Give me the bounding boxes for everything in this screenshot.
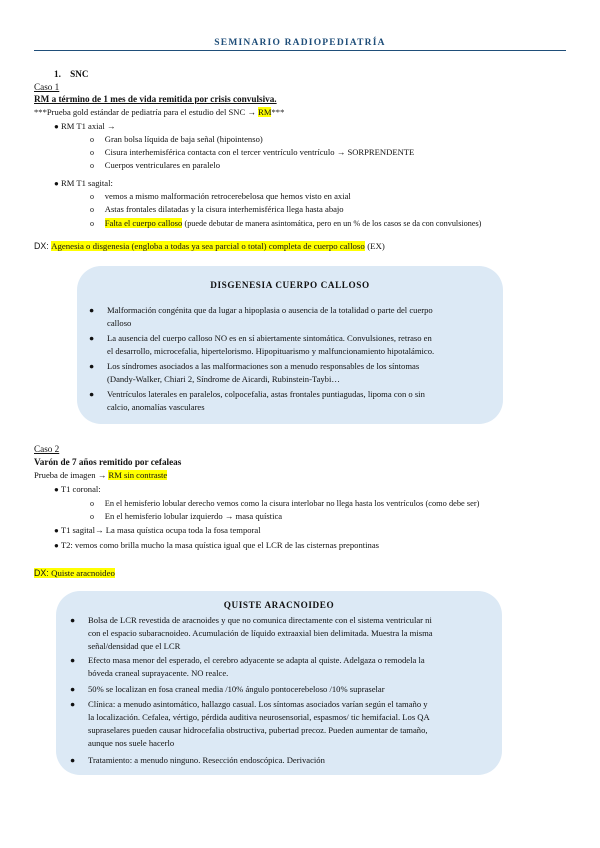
caso1-dx <box>34 240 385 252</box>
caso2-sagital-text: La masa quística ocupa toda la fosa temporal <box>105 525 261 535</box>
axial-item-text: Cuerpos ventriculares en paralelo <box>104 160 221 170</box>
sagital-highlight: Falta el cuerpo calloso <box>104 218 183 228</box>
box-item-line: supraselares pueden causar hidrocefalia obstructiva, pubertad precoz. Pueden aumentar de tamaño, <box>88 725 428 735</box>
disgenesia-box-title: DISGENESIA CUERPO CALLOSO <box>210 280 370 290</box>
dx-label: DX: <box>34 568 49 578</box>
circle-bullet-icon: o <box>90 219 94 228</box>
caso2-dx <box>34 567 115 579</box>
arrow-icon: → <box>336 147 346 157</box>
box-list-item <box>70 754 496 767</box>
box-item-line: La ausencia del cuerpo calloso NO es en sí abiertamente sintomática. Convulsiones, retraso en <box>107 333 432 343</box>
box-list-item <box>70 654 496 680</box>
dx-highlight: Quiste aracnoideo <box>51 568 115 578</box>
sagital-item-text: Astas frontales dilatadas y la cisura interhemisférica llega hasta abajo <box>104 204 344 214</box>
box-item-line: Clínica: a menudo asintomático, hallazgo casual. Los síntomas asociados varían según el tamaño y <box>88 699 428 709</box>
arrow-icon: → <box>224 511 234 521</box>
box-item-line: con el espacio subaracnoideo. Acumulación de líquido extraaxial bien delimitada. Muestra la misma <box>88 628 433 638</box>
circle-bullet-icon: o <box>90 192 94 201</box>
caso1-heading: Caso 1 <box>34 82 60 92</box>
sagital-item <box>90 203 344 216</box>
axial-item <box>90 133 263 146</box>
caso2-subtitle: Varón de 7 años remitido por cefaleas <box>34 457 182 467</box>
bullet-icon: ● <box>89 333 95 343</box>
box-item-line: Malformación congénita que da lugar a hipoplasia o ausencia de la totalidad o parte del cuerpo <box>107 305 433 315</box>
box-list-item <box>89 332 493 358</box>
caso1-subtitle: RM a término de 1 mes de vida remitida por crisis convulsiva. <box>34 94 277 104</box>
sagital-item-tail: (puede debutar de manera asintomática, pero en un % de los casos se da con convulsiones) <box>184 219 482 228</box>
circle-bullet-icon: o <box>90 161 94 170</box>
box-list-item <box>70 614 496 653</box>
arrow-icon: → <box>97 470 107 480</box>
box-item-line: calcio, anomalías vasculares <box>107 402 205 412</box>
arrow-icon: → <box>247 107 256 117</box>
circle-bullet-icon: o <box>90 499 94 508</box>
coronal-item-text: En el hemisferio lobular derecho vemos como la cisura interlobar no llega hasta los ventrículos (como debe ser) <box>104 499 480 508</box>
sagital-item-text: vemos a mismo malformación retrocerebelosa que hemos visto en axial <box>104 191 351 201</box>
circle-bullet-icon: o <box>90 512 94 521</box>
circle-bullet-icon: o <box>90 205 94 214</box>
bullet-icon: ● <box>70 684 76 694</box>
sagital-item <box>90 217 481 230</box>
coronal-item <box>90 510 282 523</box>
axial-label-row <box>54 120 116 133</box>
box-item-line: Bolsa de LCR revestida de aracnoides y que no comunica directamente con el sistema ventricular ni <box>88 615 432 625</box>
coronal-item <box>90 497 479 510</box>
bullet-icon: ● <box>89 361 95 371</box>
dx-label: DX: <box>34 241 49 251</box>
box-list-item <box>89 304 493 330</box>
circle-bullet-icon: o <box>90 135 94 144</box>
box-item-line: Los síndromes asociados a las malformaciones son a menudo responsables de los síntomas <box>107 361 420 371</box>
page-title: SEMINARIO RADIOPEDIATRÍA <box>214 38 386 48</box>
prueba-highlight: RM sin contraste <box>108 470 168 480</box>
bullet-icon: ● <box>54 541 59 550</box>
box-item-line: la localización. Cefalea, vértigo, pérdida auditiva neurosensorial, espasmos/ tic hemifacial. Los QA <box>88 712 430 722</box>
bullet-icon: ● <box>70 655 76 665</box>
axial-label: RM T1 axial <box>61 121 105 131</box>
box-item-line: aunque nos suele hacerlo <box>88 738 175 748</box>
title-divider <box>34 50 566 51</box>
axial-item-tail: SORPRENDENTE <box>347 147 415 157</box>
caso2-heading: Caso 2 <box>34 444 60 454</box>
axial-item <box>90 146 414 159</box>
box-item-line: (Dandy-Walker, Chiari 2, Síndrome de Aicardi, Rubinstein-Taybi… <box>107 374 340 384</box>
box-list-item <box>70 698 496 750</box>
bullet-icon: ● <box>54 485 59 494</box>
arrow-icon: → <box>94 525 104 535</box>
axial-item-text: Cisura interhemisférica contacta con el tercer ventrículo ventrículo <box>104 147 335 157</box>
caso2-t2-text: T2: vemos como brilla mucho la masa quística igual que el LCR de las cisternas prepontinas <box>60 540 379 550</box>
bullet-icon: ● <box>89 389 95 399</box>
caso2-sagital-row <box>54 524 261 537</box>
box-list-item <box>70 683 496 696</box>
section-label: SNC <box>70 69 89 79</box>
sagital-item <box>90 190 351 203</box>
bullet-icon: ● <box>70 699 76 709</box>
box-item-line: Ventrículos laterales en paralelos, colpocefalia, astas frontales puntiagudas, lipoma con o sin <box>107 389 425 399</box>
dx-tail: (EX) <box>367 241 385 251</box>
axial-item-text: Gran bolsa líquida de baja señal (hipointenso) <box>104 134 263 144</box>
gold-suffix: *** <box>271 107 285 117</box>
box-item-line: calloso <box>107 318 132 328</box>
section-heading <box>54 68 88 80</box>
quiste-box-title: QUISTE ARACNOIDEO <box>223 600 335 610</box>
box-list-item <box>89 360 493 386</box>
gold-highlight: RM <box>258 107 272 117</box>
caso2-prueba-line <box>34 469 167 481</box>
dx-highlight: Agenesia o disgenesia (engloba a todas ya sea parcial o total) completa de cuerpo calloso <box>51 241 365 251</box>
box-item-line: bóveda craneal suprayacente. NO realce. <box>88 668 229 678</box>
bullet-icon: ● <box>70 755 76 765</box>
caso2-t2-row <box>54 539 379 552</box>
axial-item <box>90 159 220 172</box>
coronal-item-tail: masa quística <box>235 511 283 521</box>
bullet-icon: ● <box>54 526 59 535</box>
sagital-label: RM T1 sagital: <box>61 178 113 188</box>
gold-text: ***Prueba gold estándar de pediatría para el estudio del SNC <box>34 107 246 117</box>
arrow-icon: → <box>106 121 116 131</box>
box-item-line: Tratamiento: a menudo ninguno. Resección endoscópica. Derivación <box>88 755 325 765</box>
bullet-icon: ● <box>89 305 95 315</box>
sagital-label-row <box>54 177 113 190</box>
box-item-line: 50% se localizan en fosa craneal media /10% ángulo pontocerebeloso /10% supraselar <box>88 684 385 694</box>
box-item-line: Efecto masa menor del esperado, el cerebro adyacente se adapta al quiste. Adelgaza o remodela la <box>88 655 425 665</box>
caso1-gold-line <box>34 106 284 118</box>
disgenesia-box <box>77 266 503 424</box>
section-number: 1. <box>54 69 61 79</box>
bullet-icon: ● <box>54 122 59 131</box>
box-list-item <box>89 388 493 414</box>
bullet-icon: ● <box>54 179 59 188</box>
prueba-text: Prueba de imagen <box>34 470 96 480</box>
box-item-line: el desarrollo, microcefalia, hipertelorismo. Hipopituarismo y malfuncionamiento hipotalámico. <box>107 346 435 356</box>
caso2-sagital-label: T1 sagital <box>60 525 95 535</box>
quiste-box <box>56 591 502 775</box>
box-item-line: señal/densidad que el LCR <box>88 641 181 651</box>
coronal-label-row <box>54 483 101 496</box>
circle-bullet-icon: o <box>90 148 94 157</box>
bullet-icon: ● <box>70 615 76 625</box>
coronal-item-text: En el hemisferio lobular izquierdo <box>104 511 223 521</box>
coronal-label: T1 coronal: <box>60 484 101 494</box>
